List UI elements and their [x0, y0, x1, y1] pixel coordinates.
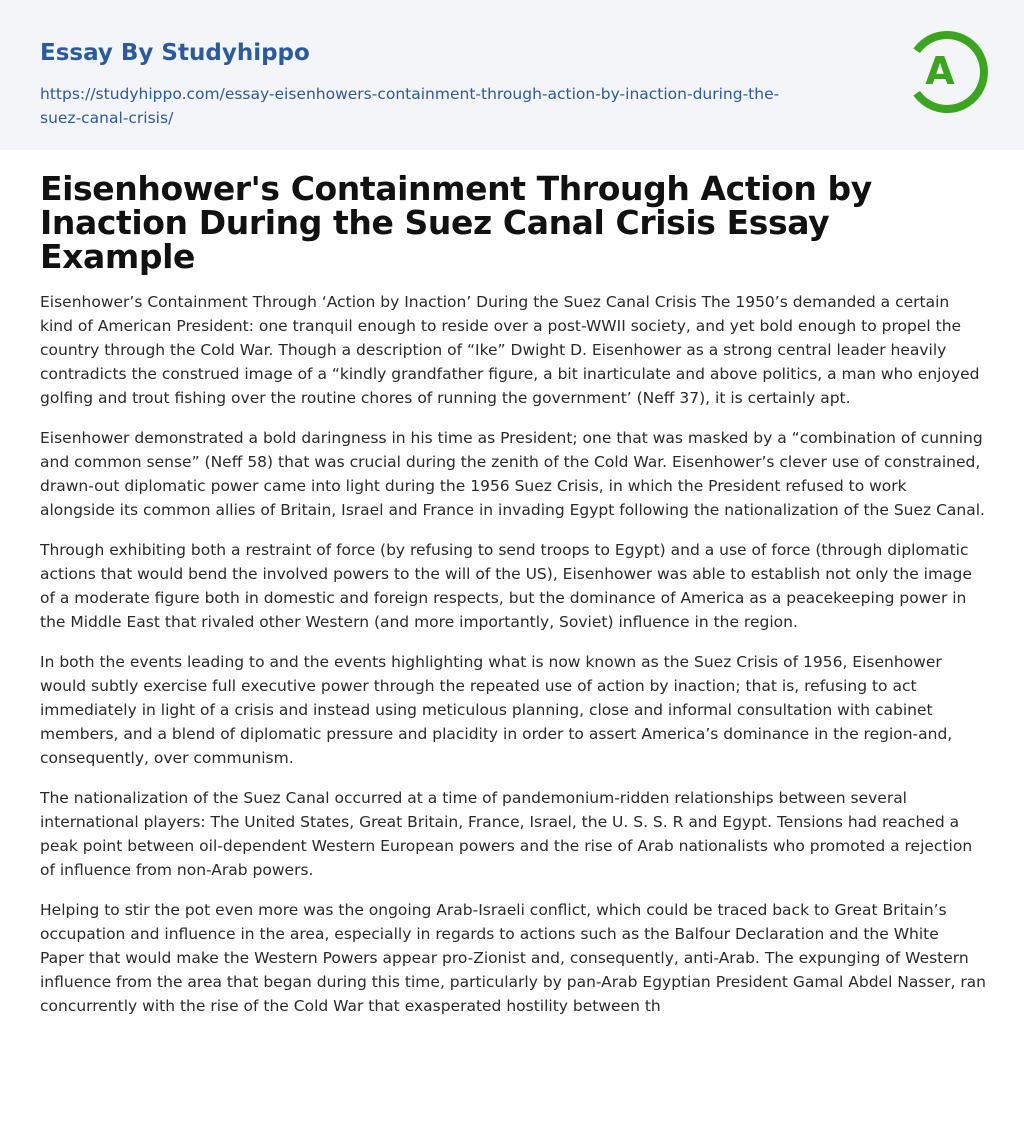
essay-paragraph: The nationalization of the Suez Canal occurred at a time of pandemonium-ridden relationships between several international players: The United States, Great Britain, France, Israel, the U. S. S. R and Egypt. Tensions had reached a peak point between oil-dependent Western European powers and the rise of Arab nationalists who promoted a rejection of influence from non-Arab powers. [40, 789, 973, 879]
studyhippo-logo-icon[interactable] [910, 28, 988, 116]
essay-url-link[interactable]: https://studyhippo.com/essay-eisenhowers-containment-through-action-by-inaction-during-the-suez-canal-crisis/ [40, 85, 780, 127]
essay-paragraph: Through exhibiting both a restraint of force (by refusing to send troops to Egypt) and a use of force (through diplomatic actions that would bend the involved powers to the will of the US), Eisenhower was able to establish not only the image of a moderate figure both in domestic and foreign respects, but the dominance of America as a peacekeeping power in the Middle East that rivaled other Western (and more importantly, Soviet) influence in the region. [40, 541, 972, 631]
site-brand[interactable]: Essay By Studyhippo [40, 40, 310, 66]
svg-text:A: A [925, 49, 955, 93]
essay-content [40, 169, 987, 1034]
essay-paragraph: Eisenhower’s Containment Through ‘Action by Inaction’ During the Suez Canal Crisis The 1950’s demanded a certain kind of American President: one tranquil enough to reside over a post-WWII society, and yet bold enough to propel the country through the Cold War. Though a description of “Ike” Dwight D. Eisenhower as a strong central leader heavily contradicts the construed image of a “kindly grandfather figure, a bit inarticulate and above politics, a man who enjoyed golfing and trout fishing over the routine chores of running the government’ (Neff 37), it is certainly apt. [40, 293, 980, 407]
site-header [0, 0, 1024, 150]
essay-paragraph: Eisenhower demonstrated a bold daringness in his time as President; one that was masked by a “combination of cunning and common sense” (Neff 58) that was crucial during the zenith of the Cold War. Eisenhower’s clever use of constrained, drawn-out diplomatic power came into light during the 1956 Suez Crisis, in which the President refused to work alongside its common allies of Britain, Israel and France in invading Egypt following the nationalization of the Suez Canal. [40, 429, 985, 519]
essay-paragraph: In both the events leading to and the events highlighting what is now known as the Suez Crisis of 1956, Eisenhower would subtly exercise full executive power through the repeated use of action by inaction; that is, refusing to act immediately in light of a crisis and instead using meticulous planning, close and informal consultation with cabinet members, and a blend of diplomatic pressure and placidity in order to assert America’s dominance in the region-and, consequently, over communism. [40, 653, 953, 767]
essay-paragraph: Helping to stir the pot even more was the ongoing Arab-Israeli conflict, which could be traced back to Great Britain’s occupation and influence in the area, especially in regards to actions such as the Balfour Declaration and the White Paper that would make the Western Powers appear pro-Zionist and, consequently, anti-Arab. The expunging of Western influence from the area that began during this time, particularly by pan-Arab Egyptian President Gamal Abdel Nasser, ran concurrently with the rise of the Cold War that exasperated hostility between th [40, 901, 987, 1015]
essay-title: Eisenhower's Containment Through Action by Inaction During the Suez Canal Crisis Essay Example [40, 169, 872, 276]
